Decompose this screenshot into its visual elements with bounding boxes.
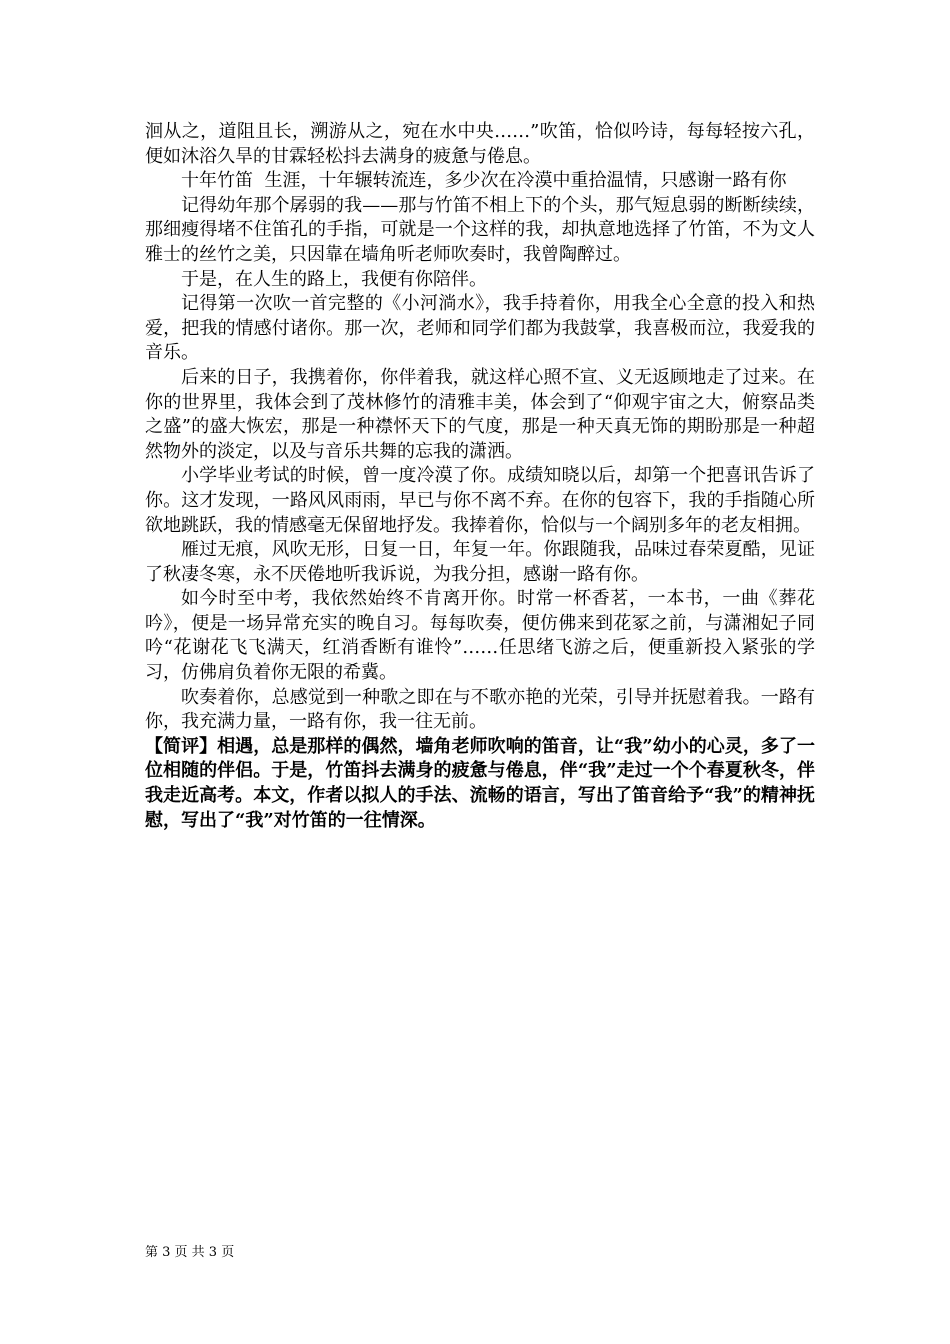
paragraph: 吹奏着你，总感觉到一种歌之即在与不歌亦艳的光荣，引导并抚慰着我。一路有你，我充满力量，一路有你，我一往无前。 bbox=[145, 686, 815, 733]
page-number-footer: 第 3 页 共 3 页 bbox=[145, 1245, 235, 1260]
paragraph: 后来的日子，我携着你，你伴着我，就这样心照不宣、义无返顾地走了过来。在你的世界里，我体会到了茂林修竹的清雅丰美，体会到了“仰观宇宙之大，俯察品类之盛”的盛大恢宏，那是一种襟怀天下的气度，那是一种天真无饰的期盼那是一种超然物外的淡定，以及与音乐共舞的忘我的潇洒。 bbox=[145, 366, 815, 462]
paragraph: 于是，在人生的路上，我便有你陪伴。 bbox=[181, 268, 487, 290]
paragraph: 如今时至中考，我依然始终不肯离开你。时常一杯香茗，一本书，一曲《葬花吟》，便是一场异常充实的晚自习。每每吹奏，便仿佛来到花冢之前，与潇湘妃子同吟“花谢花飞飞满天，红消香断有谁怜”……任思绪飞游之后，便重新投入紧张的学习，仿佛肩负着你无限的希冀。 bbox=[145, 588, 815, 684]
paragraph: 小学毕业考试的时候，曾一度冷漠了你。成绩知晓以后，却第一个把喜讯告诉了你。这才发现，一路风风雨雨，早已与你不离不弃。在你的包容下，我的手指随心所欲地跳跃，我的情感毫无保留地抒发。我捧着你，恰似与一个阔别多年的老友相拥。 bbox=[145, 465, 815, 536]
paragraph: 记得第一次吹一首完整的《小河淌水》，我手持着你，用我全心全意的投入和热爱，把我的情感付诸你。那一次，老师和同学们都为我鼓掌，我喜极而泣，我爱我的音乐。 bbox=[145, 293, 815, 364]
paragraph: 洄从之，道阻且长，溯游从之，宛在水中央……”吹笛，恰似吟诗，每每轻按六孔，便如沐浴久旱的甘霖轻松抖去满身的疲惫与倦息。 bbox=[145, 121, 815, 167]
document-body bbox=[145, 120, 815, 833]
review-comment: 【简评】相遇，总是那样的偶然，墙角老师吹响的笛音，让“我”幼小的心灵，多了一位相随的伴侣。于是，竹笛抖去满身的疲惫与倦息，伴“我”走过一个个春夏秋冬，伴我走近高考。本文，作者以拟人的手法、流畅的语言，写出了笛音给予“我”的精神抚慰，写出了“我”对竹笛的一往情深。 bbox=[145, 735, 815, 831]
paragraph: 十年竹笛 生涯，十年辗转流连，多少次在冷漠中重拾温情，只感谢一路有你 bbox=[181, 170, 787, 192]
paragraph: 记得幼年那个孱弱的我——那与竹笛不相上下的个头，那气短息弱的断断续续，那细瘦得堵不住笛孔的手指，可就是一个这样的我，却执意地选择了竹笛，不为文人雅士的丝竹之美，只因靠在墙角听老师吹奏时，我曾陶醉过。 bbox=[145, 194, 815, 265]
paragraph: 雁过无痕，风吹无形，日复一日，年复一年。你跟随我，品味过春荣夏酷，见证了秋凄冬寒，永不厌倦地听我诉说，为我分担，感谢一路有你。 bbox=[145, 539, 815, 585]
